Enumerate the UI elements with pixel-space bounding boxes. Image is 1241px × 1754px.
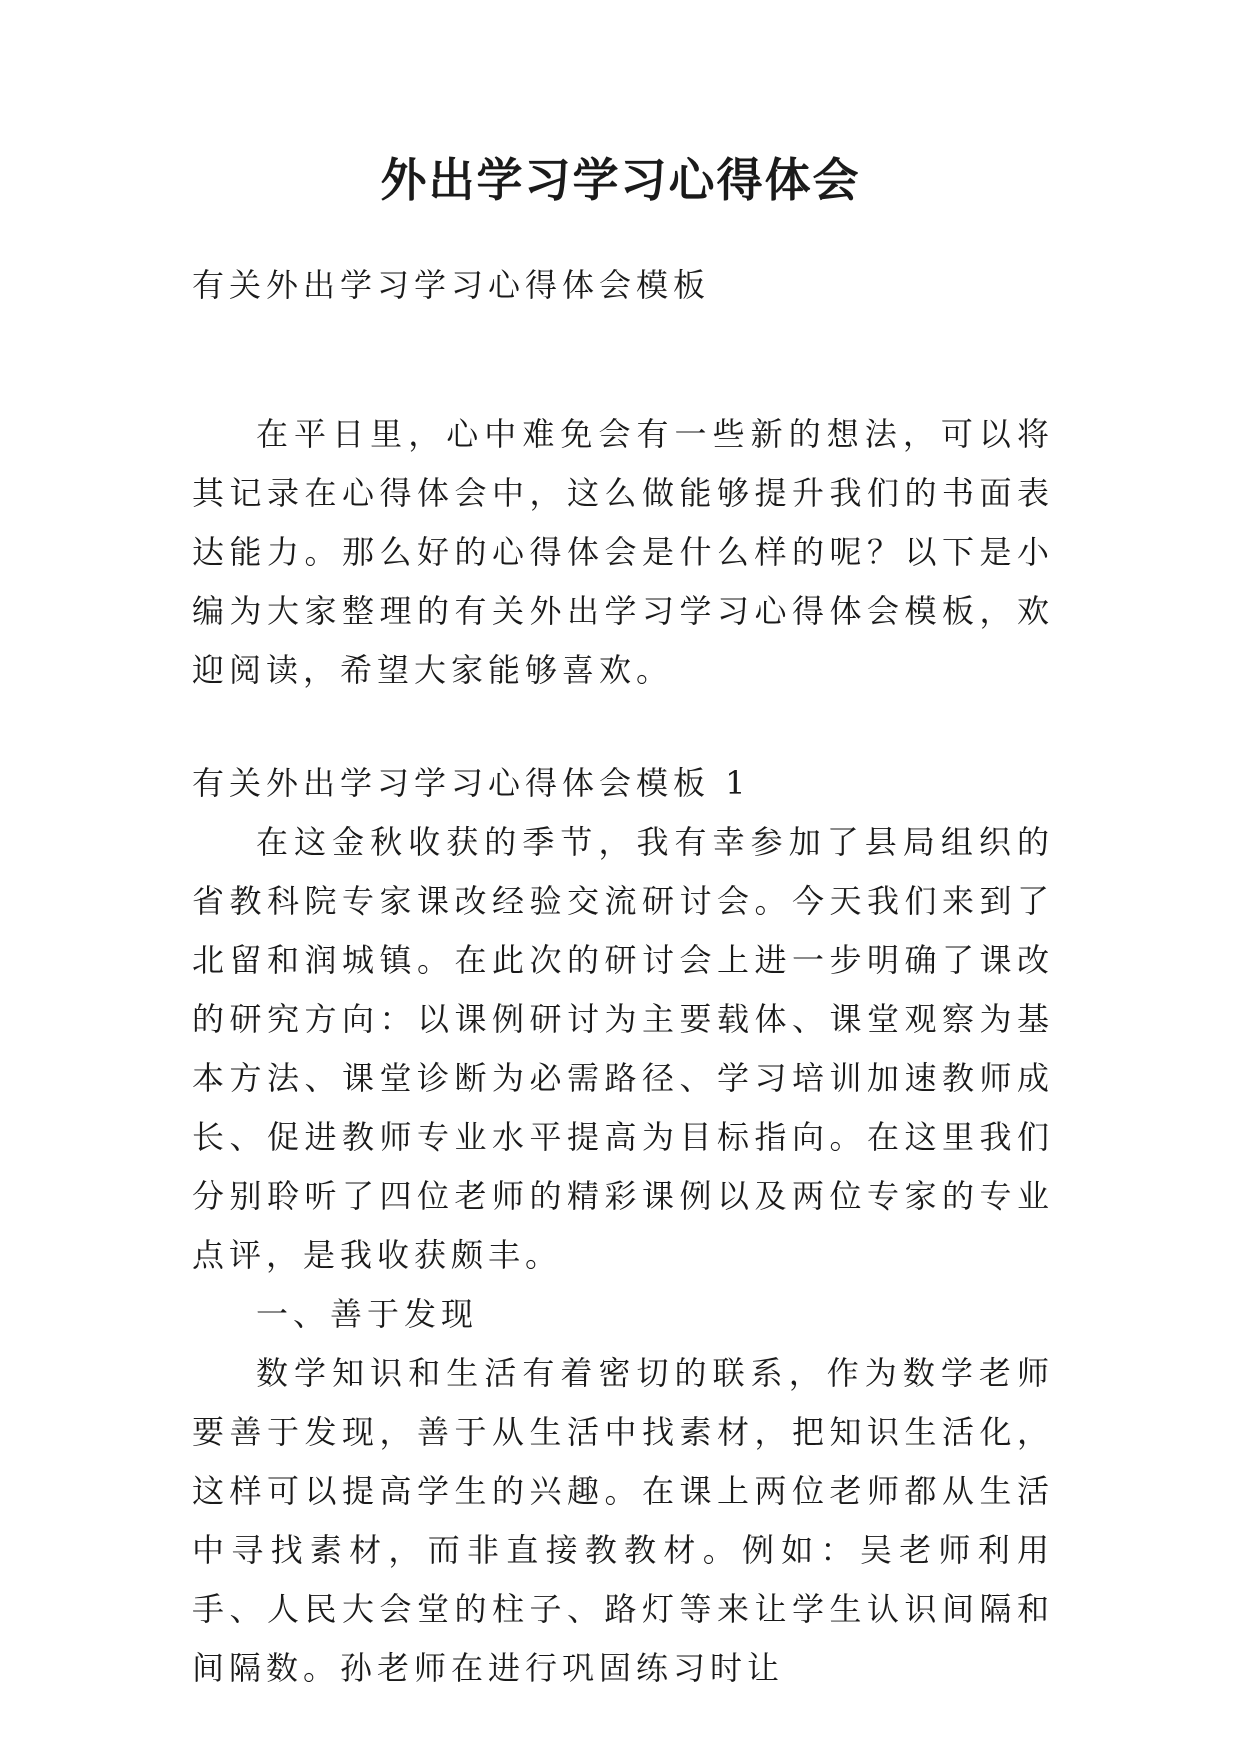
section-heading: 有关外出学习学习心得体会模板 1 <box>192 764 751 802</box>
document-subtitle: 有关外出学习学习心得体会模板 <box>192 266 711 304</box>
paragraph-math-life: 数学知识和生活有着密切的联系，作为数学老师要善于发现，善于从生活中找素材，把知识生活化，这样可以提高学生的兴趣。在课上两位老师都从生活中寻找素材，而非直接教教材。例如：吴老师利用手、人民大会堂的柱子、路灯等来让学生认识间隔和间隔数。孙老师在进行巩固练习时让 <box>192 1354 1054 1687</box>
intro-paragraph: 在平日里，心中难免会有一些新的想法，可以将其记录在心得体会中，这么做能够提升我们的书面表达能力。那么好的心得体会是什么样的呢？以下是小编为大家整理的有关外出学习学习心得体会模板，欢迎阅读，希望大家能够喜欢。 <box>192 415 1054 689</box>
document-title: 外出学习学习心得体会 <box>380 153 861 207</box>
paragraph-heading-discover: 一、善于发现 <box>256 1295 479 1333</box>
paragraph-conference: 在这金秋收获的季节，我有幸参加了县局组织的省教科院专家课改经验交流研讨会。今天我们来到了北留和润城镇。在此次的研讨会上进一步明确了课改的研究方向：以课例研讨为主要载体、课堂观察为基本方法、课堂诊断为必需路径、学习培训加速教师成长、促进教师专业水平提高为目标指向。在这里我们分别聆听了四位老师的精彩课例以及两位专家的专业点评，是我收获颇丰。 <box>192 823 1054 1274</box>
section-content <box>192 813 1054 1698</box>
